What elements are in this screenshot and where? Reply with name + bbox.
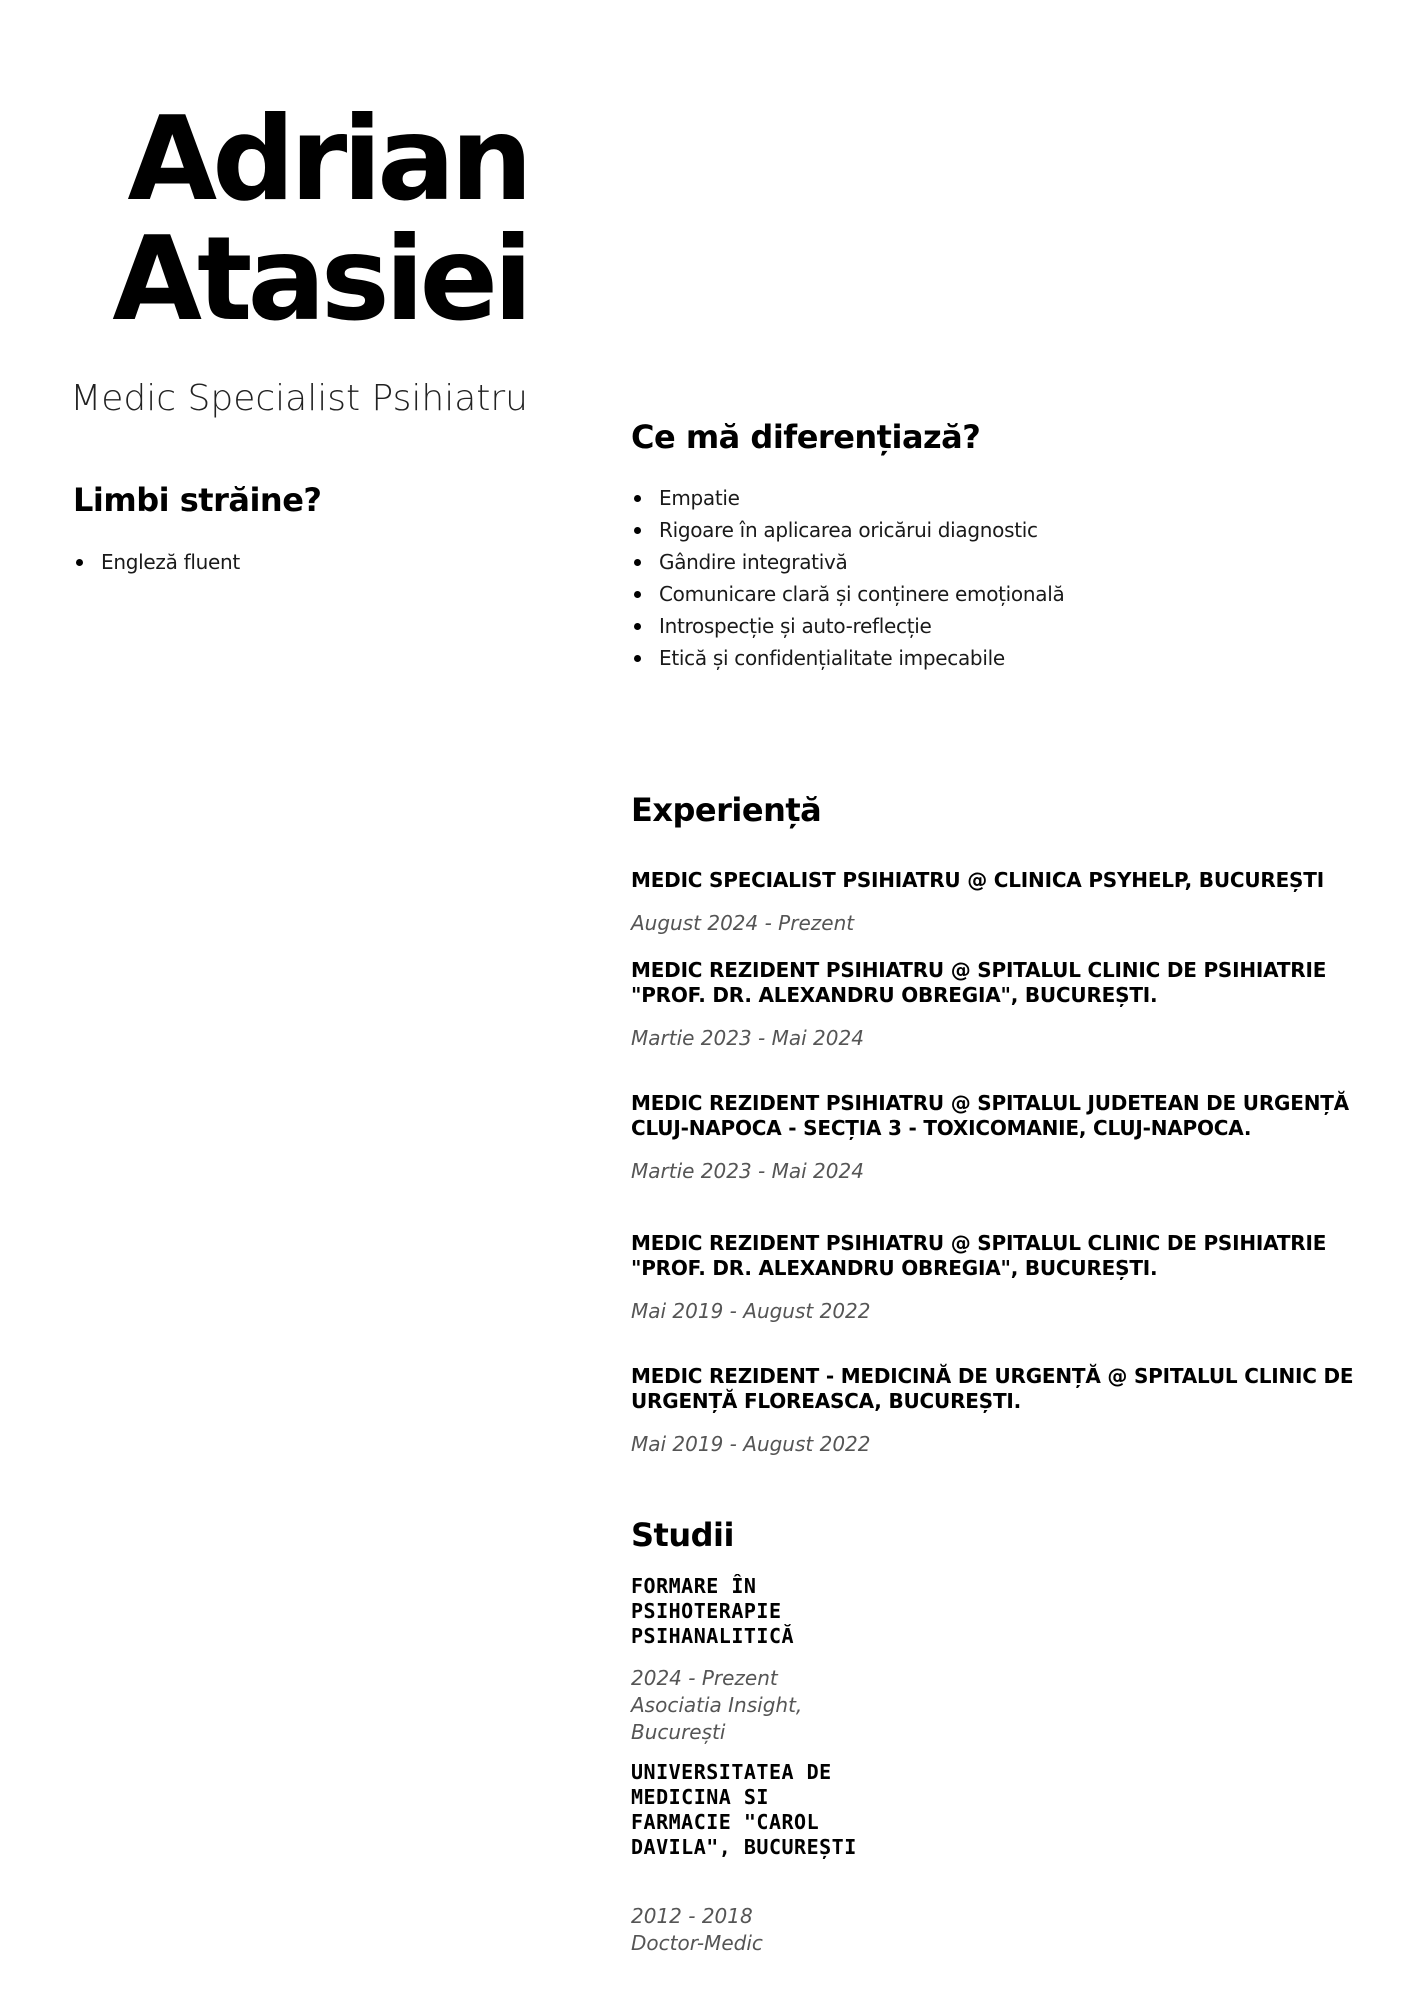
differentiator-item: Rigoare în aplicarea oricărui diagnostic [631, 514, 1064, 546]
differentiator-item: Introspecție și auto-reflecție [631, 610, 1064, 642]
experience-heading: Experiență [631, 791, 822, 829]
differentiators-list [631, 482, 1064, 674]
study-title: UNIVERSITATEA DE MEDICINA SI FARMACIE "CAROL DAVILA", BUCUREȘTI [631, 1760, 857, 1859]
full-name [112, 92, 528, 347]
job-date: Martie 2023 - Mai 2024 [631, 1159, 864, 1183]
job-title: MEDIC REZIDENT PSIHIATRU @ SPITALUL CLINIC DE PSIHIATRIE "PROF. DR. ALEXANDRU OBREGIA", BUCUREȘTI. [631, 1231, 1327, 1280]
study-detail: Asociatia Insight, București [631, 1693, 803, 1744]
job-title: MEDIC REZIDENT - MEDICINĂ DE URGENȚĂ @ SPITALUL CLINIC DE URGENȚĂ FLOREASCA, BUCUREȘTI. [631, 1364, 1354, 1413]
job-date: Martie 2023 - Mai 2024 [631, 1026, 864, 1050]
study-detail: Doctor-Medic [631, 1931, 763, 1955]
last-name: Atasiei [112, 212, 528, 347]
study-title: FORMARE ÎN PSIHOTERAPIE PSIHANALITICĂ [631, 1574, 795, 1648]
job-title: MEDIC SPECIALIST PSIHIATRU @ CLINICA PSYHELP, BUCUREȘTI [631, 868, 1324, 892]
job-date: August 2024 - Prezent [631, 911, 855, 935]
differentiators-heading: Ce mă diferențiază? [631, 418, 981, 456]
job-subtitle: Medic Specialist Psihiatru [70, 378, 528, 419]
languages-heading: Limbi străine? [73, 481, 322, 519]
job-title: MEDIC REZIDENT PSIHIATRU @ SPITALUL JUDETEAN DE URGENȚĂ CLUJ-NAPOCA - SECȚIA 3 - TOXICOMANIE, CLUJ-NAPOCA. [631, 1091, 1349, 1140]
study-period: 2024 - Prezent [631, 1666, 778, 1690]
differentiator-item: Comunicare clară și conținere emoțională [631, 578, 1064, 610]
languages-list [73, 546, 240, 578]
differentiator-item: Empatie [631, 482, 1064, 514]
studies-heading: Studii [631, 1516, 734, 1554]
language-item: Engleză fluent [73, 546, 240, 578]
first-name: Adrian [127, 92, 528, 227]
job-date: Mai 2019 - August 2022 [631, 1432, 871, 1456]
differentiator-item: Gândire integrativă [631, 546, 1064, 578]
differentiator-item: Etică și confidențialitate impecabile [631, 642, 1064, 674]
job-date: Mai 2019 - August 2022 [631, 1299, 871, 1323]
job-title: MEDIC REZIDENT PSIHIATRU @ SPITALUL CLINIC DE PSIHIATRIE "PROF. DR. ALEXANDRU OBREGIA", BUCUREȘTI. [631, 958, 1327, 1007]
study-period: 2012 - 2018 [631, 1904, 753, 1928]
